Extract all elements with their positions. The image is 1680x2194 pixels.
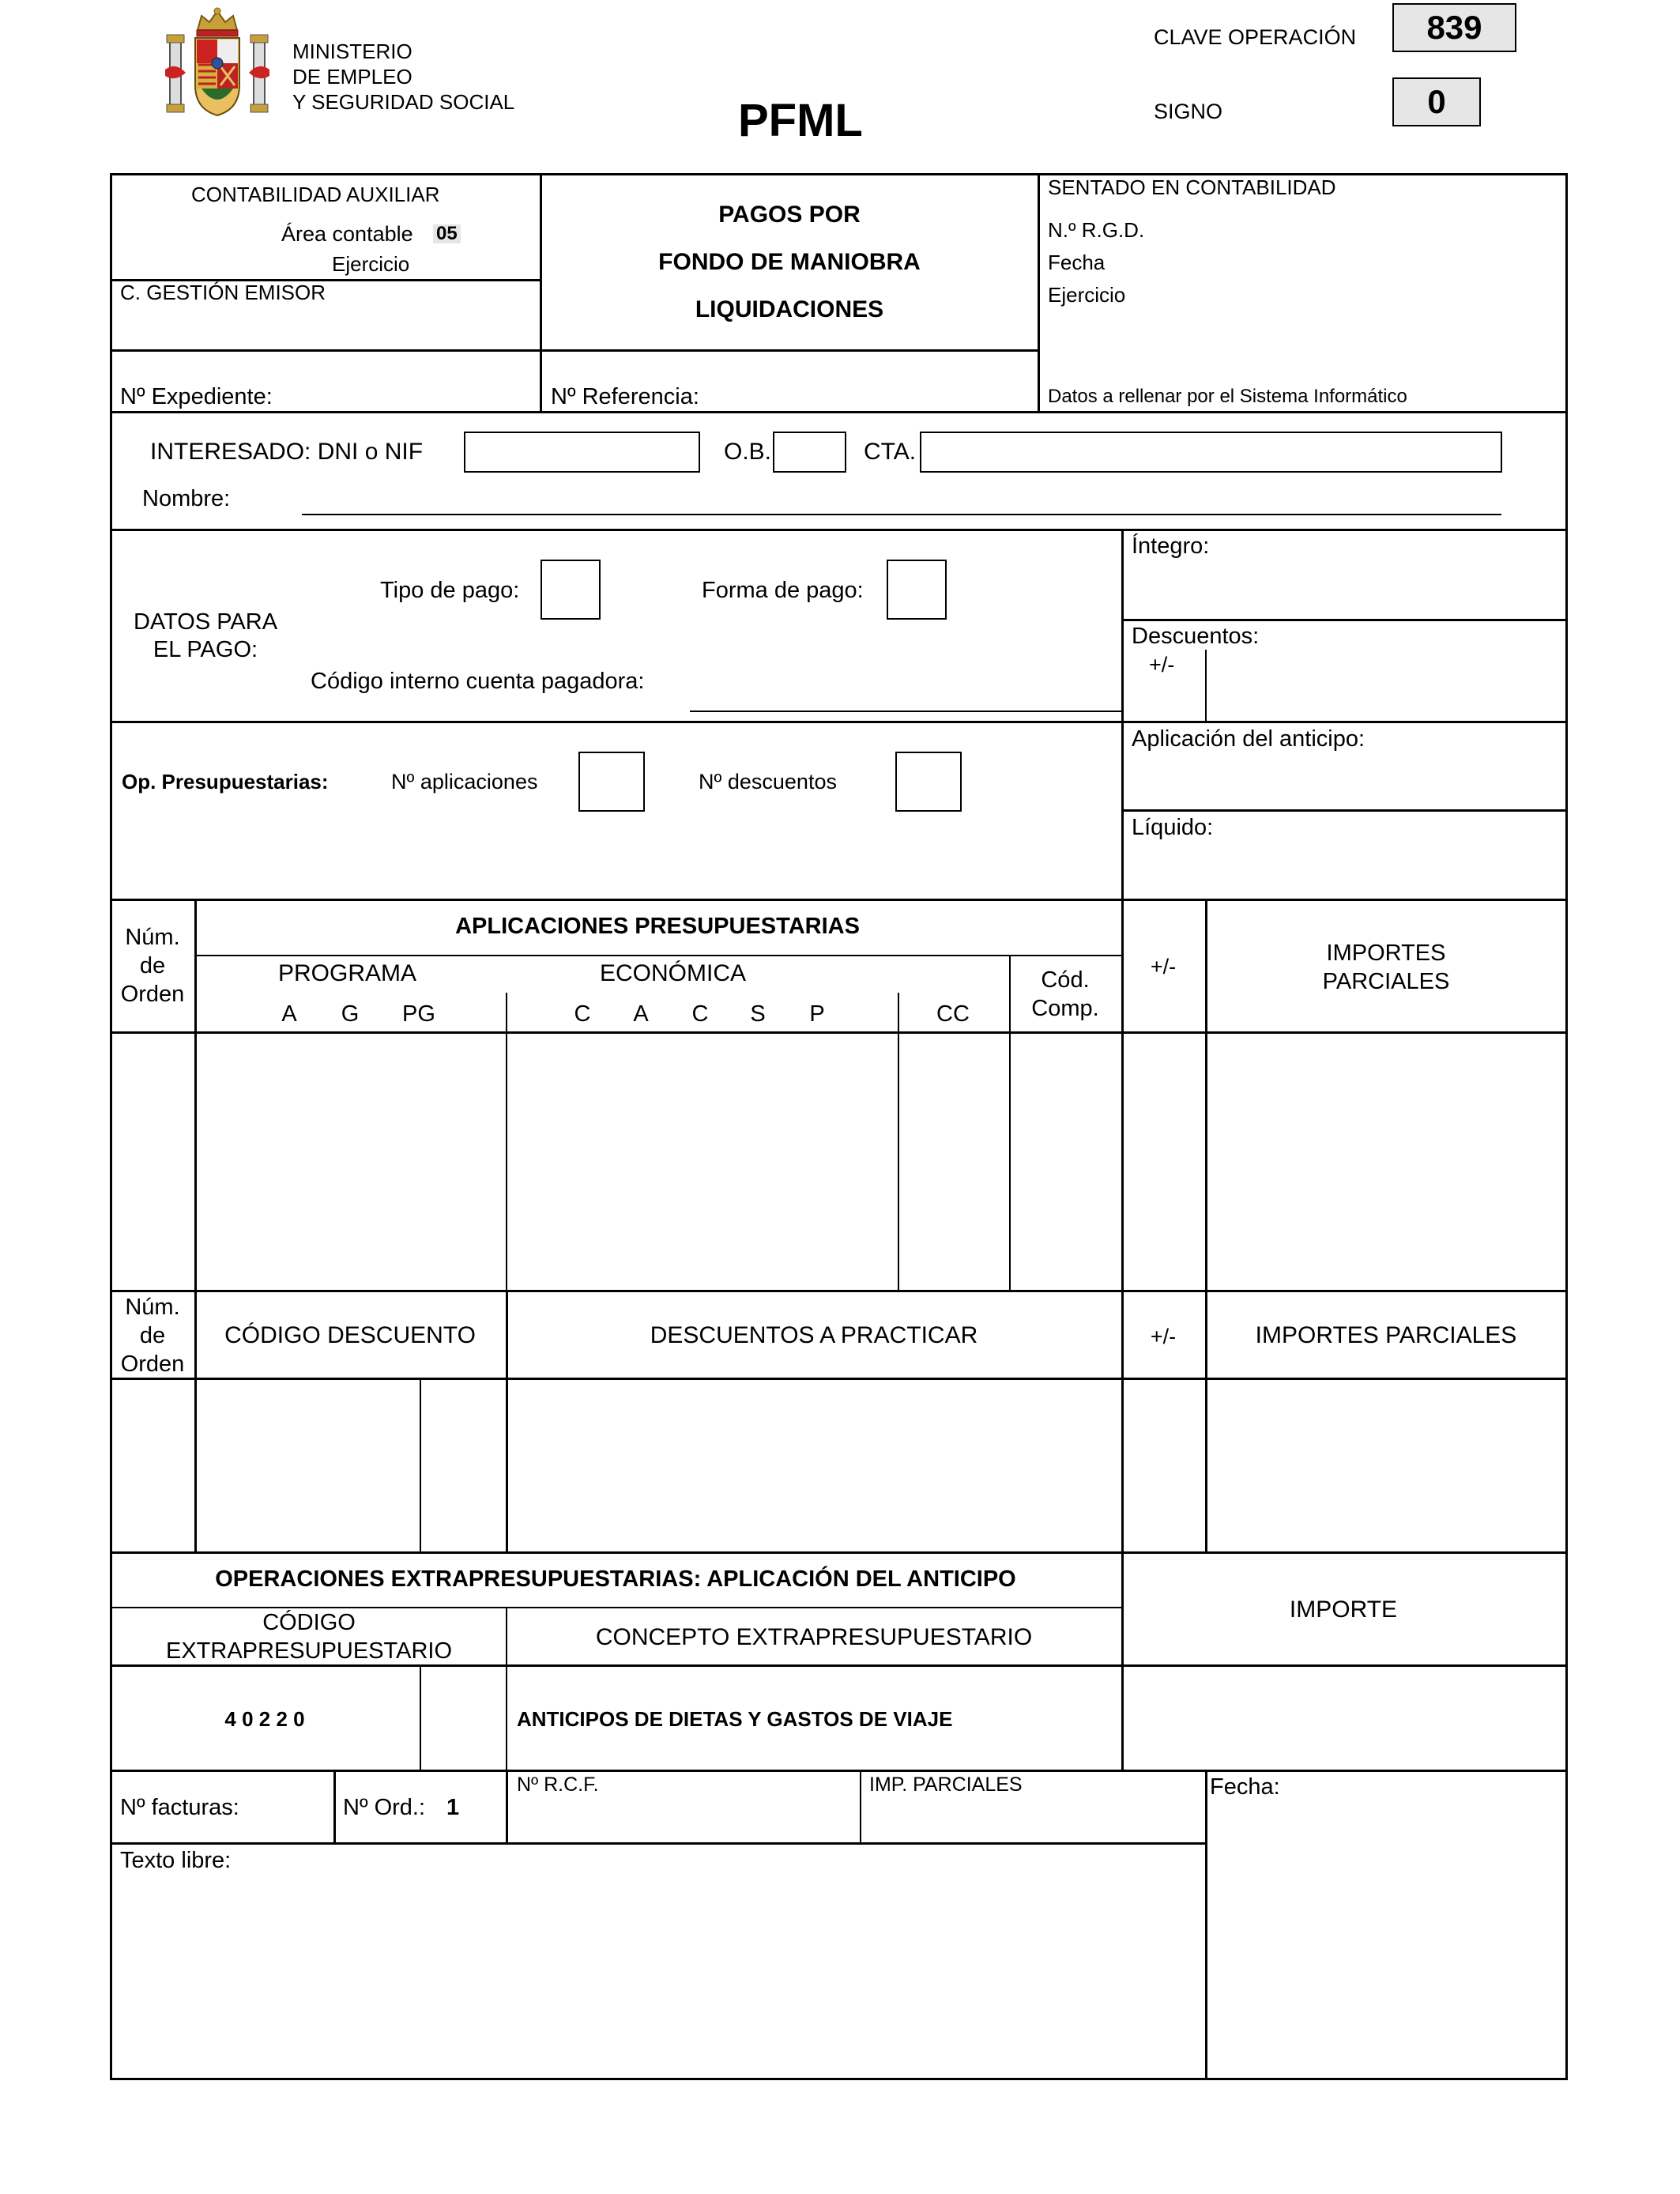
desc-num-orden-1: Núm. [125, 1295, 180, 1320]
codigo-extra-header-1: CÓDIGO [262, 1610, 356, 1635]
texto-libre-label: Texto libre: [120, 1848, 232, 1873]
n-facturas-label: Nº facturas: [120, 1795, 239, 1820]
aplic-num-orden-3: Orden [120, 982, 185, 1007]
sub-c2: C [691, 1001, 709, 1027]
n-descuentos-label: Nº descuentos [699, 770, 837, 794]
extrapresupuestarias-title: OPERACIONES EXTRAPRESUPUESTARIAS: APLICACIÓN DEL ANTICIPO [215, 1566, 1016, 1592]
codigo-interno-field-line[interactable] [690, 711, 1121, 712]
cod-comp-header-2: Comp. [1031, 996, 1099, 1021]
aplicaciones-title: APLICACIONES PRESUPUESTARIAS [455, 914, 860, 939]
expediente-label: Nº Expediente: [120, 384, 273, 409]
desc-sign-header: +/- [1150, 1325, 1177, 1348]
area-contable-label: Área contable [281, 222, 413, 246]
nrgd-label: N.º R.G.D. [1048, 218, 1145, 242]
sub-p: P [809, 1001, 825, 1027]
n-ord-label: Nº Ord.: [343, 1795, 426, 1820]
sub-g: G [341, 1001, 360, 1027]
referencia-label: Nº Referencia: [551, 384, 699, 409]
form-title-line-2: FONDO DE MANIOBRA [658, 249, 921, 275]
descuentos-practicar-header: DESCUENTOS A PRACTICAR [650, 1322, 978, 1348]
ob-input[interactable] [773, 432, 846, 473]
descuentos-label: Descuentos: [1132, 624, 1260, 649]
n-aplicaciones-label: Nº aplicaciones [391, 770, 538, 794]
sub-c1: C [574, 1001, 591, 1027]
datos-pago-label-1: DATOS PARA [133, 609, 278, 635]
aplic-num-orden-1: Núm. [125, 925, 180, 950]
codigo-descuento-header: CÓDIGO DESCUENTO [224, 1322, 476, 1348]
descuentos-sign: +/- [1149, 653, 1175, 677]
economica-header: ECONÓMICA [600, 960, 747, 986]
desc-importes-header: IMPORTES PARCIALES [1255, 1322, 1517, 1348]
coat-of-arms-logo [162, 6, 273, 121]
sentado-label: SENTADO EN CONTABILIDAD [1048, 175, 1336, 199]
sub-pg: PG [402, 1001, 435, 1027]
cod-comp-header-1: Cód. [1041, 967, 1090, 993]
codigo-interno-label: Código interno cuenta pagadora: [311, 669, 645, 694]
importe-header: IMPORTE [1289, 1596, 1398, 1623]
forma-pago-label: Forma de pago: [702, 578, 864, 603]
concepto-extra-value: ANTICIPOS DE DIETAS Y GASTOS DE VIAJE [517, 1707, 953, 1731]
dni-input[interactable] [464, 432, 700, 473]
ministry-line-3: Y SEGURIDAD SOCIAL [292, 90, 515, 114]
imp-parciales-label: IMP. PARCIALES [869, 1774, 1023, 1796]
codigo-extra-value: 4 0 2 2 0 [224, 1707, 305, 1731]
integro-label: Íntegro: [1132, 533, 1210, 559]
tipo-pago-input[interactable] [541, 560, 601, 620]
clave-operacion-label: CLAVE OPERACIÓN [1154, 25, 1357, 49]
aplicacion-anticipo-label: Aplicación del anticipo: [1132, 726, 1365, 752]
cta-label: CTA. [864, 439, 917, 465]
tipo-pago-label: Tipo de pago: [380, 578, 520, 603]
codigo-extra-header-2: EXTRAPRESUPUESTARIO [165, 1638, 453, 1664]
n-ord-value: 1 [446, 1795, 460, 1820]
op-presupuestarias-label: Op. Presupuestarias: [122, 770, 329, 794]
aplic-sign-header: +/- [1150, 955, 1177, 978]
concepto-extra-header: CONCEPTO EXTRAPRESUPUESTARIO [595, 1624, 1033, 1650]
form-code: PFML [738, 95, 863, 146]
sub-cc: CC [936, 1001, 970, 1027]
form-title-line-3: LIQUIDACIONES [695, 296, 884, 322]
liquido-label: Líquido: [1132, 815, 1214, 840]
programa-header: PROGRAMA [278, 960, 417, 986]
ministry-line-1: MINISTERIO [292, 40, 412, 63]
sub-a: A [281, 1001, 297, 1027]
form-title-line-1: PAGOS POR [718, 202, 861, 228]
signo-value: 0 [1392, 77, 1481, 126]
aplic-num-orden-2: de [139, 953, 166, 978]
nombre-label: Nombre: [142, 486, 231, 511]
ejercicio-contabilidad-label: Ejercicio [1048, 283, 1126, 307]
aplic-importes-header-2: PARCIALES [1322, 969, 1450, 994]
contabilidad-auxiliar-label: CONTABILIDAD AUXILIAR [191, 183, 440, 206]
signo-label: SIGNO [1154, 100, 1223, 123]
fecha-footer-label: Fecha: [1210, 1774, 1280, 1800]
nrcf-label: Nº R.C.F. [517, 1774, 599, 1796]
aplic-importes-header-1: IMPORTES [1326, 941, 1446, 966]
sub-s: S [750, 1001, 766, 1027]
forma-pago-input[interactable] [887, 560, 947, 620]
nombre-field-line[interactable] [302, 514, 1501, 515]
fecha-label: Fecha [1048, 251, 1106, 274]
n-descuentos-input[interactable] [895, 752, 962, 812]
sub-a2: A [633, 1001, 649, 1027]
clave-operacion-value: 839 [1392, 3, 1516, 52]
n-aplicaciones-input[interactable] [578, 752, 645, 812]
datos-sistema-note: Datos a rellenar por el Sistema Informático [1048, 386, 1407, 407]
cta-input[interactable] [920, 432, 1502, 473]
desc-num-orden-3: Orden [120, 1351, 185, 1377]
area-contable-value: 05 [433, 224, 461, 243]
ejercicio-label: Ejercicio [332, 252, 410, 276]
ministry-line-2: DE EMPLEO [292, 65, 412, 89]
dni-label: INTERESADO: DNI o NIF [150, 439, 424, 465]
datos-pago-label-2: EL PAGO: [153, 637, 258, 662]
ob-label: O.B. [724, 439, 772, 465]
gestion-emisor-label: C. GESTIÓN EMISOR [120, 281, 326, 304]
desc-num-orden-2: de [139, 1323, 166, 1348]
